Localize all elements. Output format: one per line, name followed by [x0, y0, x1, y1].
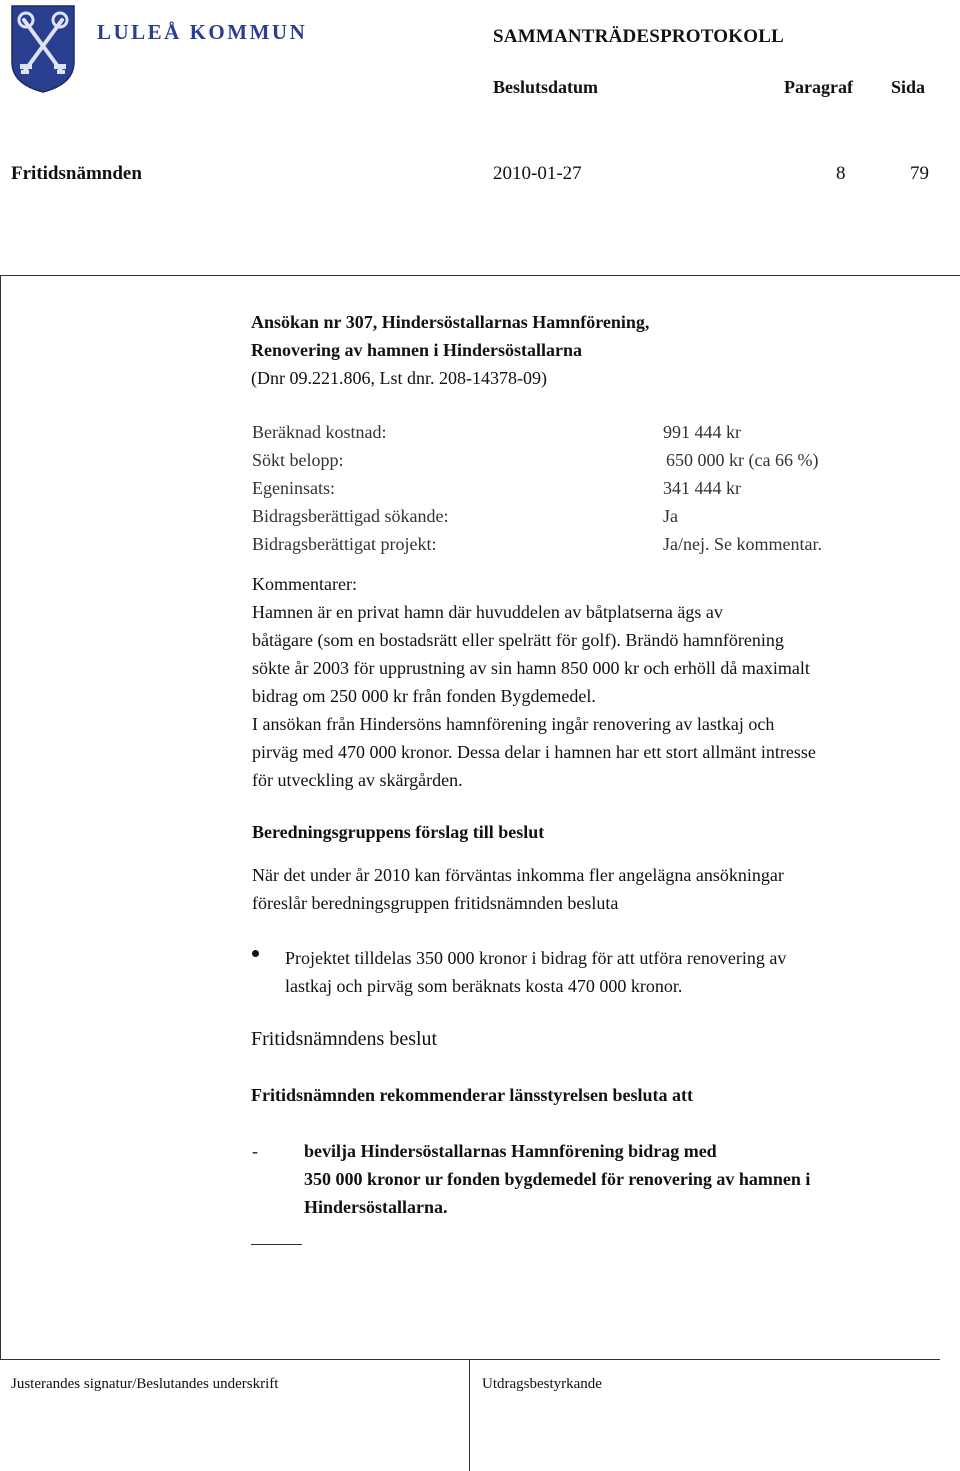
comments-line: I ansökan från Hindersöns hamnförening ingår renovering av lastkaj och	[252, 714, 775, 734]
footer-rule	[0, 1359, 940, 1360]
application-reference: (Dnr 09.221.806, Lst dnr. 208-14378-09)	[251, 368, 547, 388]
paragraph-number: 8	[836, 163, 846, 184]
decision-dash: -	[252, 1141, 258, 1161]
detail-value-requested: 650 000 kr (ca 66 %)	[666, 450, 819, 470]
comments-line: sökte år 2003 för upprustning av sin hamn 850 000 kr och erhöll då maximalt	[252, 658, 810, 678]
detail-value-eligible-applicant: Ja	[663, 506, 678, 526]
decision-heading: Fritidsnämndens beslut	[251, 1028, 438, 1050]
application-title-line2: Renovering av hamnen i Hindersöstallarna	[251, 340, 583, 360]
decision-item-line1: bevilja Hindersöstallarnas Hamnförening bidrag med	[304, 1141, 717, 1161]
page-number: 79	[910, 163, 929, 184]
detail-label-own-contribution: Egeninsats:	[252, 478, 335, 498]
detail-label-eligible-project: Bidragsberättigat projekt:	[252, 534, 437, 554]
comments-line: för utveckling av skärgården.	[252, 770, 463, 790]
signature-label: Justerandes signatur/Beslutandes underskrift	[11, 1376, 279, 1392]
paragraph-label: Paragraf	[784, 77, 853, 97]
detail-label-eligible-applicant: Bidragsberättigad sökande:	[252, 506, 449, 526]
end-rule	[251, 1244, 302, 1245]
committee-name: Fritidsnämnden	[11, 163, 142, 184]
footer-divider	[469, 1359, 470, 1471]
decision-item-line3: Hindersöstallarna.	[304, 1197, 448, 1217]
detail-label-cost: Beräknad kostnad:	[252, 422, 387, 442]
detail-label-requested: Sökt belopp:	[252, 450, 344, 470]
document-type: SAMMANTRÄDESPROTOKOLL	[493, 26, 784, 47]
decision-item-line2: 350 000 kronor ur fonden bygdemedel för renovering av hamnen i	[304, 1169, 811, 1189]
comments-heading: Kommentarer:	[252, 574, 357, 594]
certification-label: Utdragsbestyrkande	[482, 1376, 602, 1392]
coat-of-arms-logo	[10, 4, 76, 94]
page-label: Sida	[891, 77, 926, 97]
comments-line: båtägare (som en bostadsrätt eller spelrätt för golf). Brändö hamnförening	[252, 630, 784, 650]
date-label: Beslutsdatum	[493, 77, 599, 97]
detail-value-own-contribution: 341 444 kr	[663, 478, 741, 498]
comments-line: Hamnen är en privat hamn där huvuddelen av båtplatserna ägs av	[252, 602, 723, 622]
proposal-bullet-line1: Projektet tilldelas 350 000 kronor i bidrag för att utföra renovering av	[285, 948, 787, 968]
proposal-heading: Beredningsgruppens förslag till beslut	[252, 822, 545, 842]
application-title-line1: Ansökan nr 307, Hindersöstallarnas Hamnförening,	[251, 312, 650, 332]
decision-subheading: Fritidsnämnden rekommenderar länsstyrelsen besluta att	[251, 1085, 694, 1105]
comments-line: bidrag om 250 000 kr från fonden Bygdemedel.	[252, 686, 596, 706]
frame-left-rule	[0, 275, 1, 1360]
bullet-icon	[252, 950, 259, 957]
proposal-intro-line2: föreslår beredningsgruppen fritidsnämnden besluta	[252, 893, 619, 913]
meeting-date: 2010-01-27	[493, 163, 582, 184]
detail-value-cost: 991 444 kr	[663, 422, 741, 442]
proposal-intro-line1: När det under år 2010 kan förväntas inkomma fler angelägna ansökningar	[252, 865, 784, 885]
detail-value-eligible-project: Ja/nej. Se kommentar.	[663, 534, 822, 554]
organization-name: LULEÅ KOMMUN	[97, 20, 308, 44]
proposal-bullet-line2: lastkaj och pirväg som beräknats kosta 470 000 kronor.	[285, 976, 683, 996]
comments-line: pirväg med 470 000 kronor. Dessa delar i hamnen har ett stort allmänt intresse	[252, 742, 816, 762]
frame-top-rule	[0, 275, 960, 276]
